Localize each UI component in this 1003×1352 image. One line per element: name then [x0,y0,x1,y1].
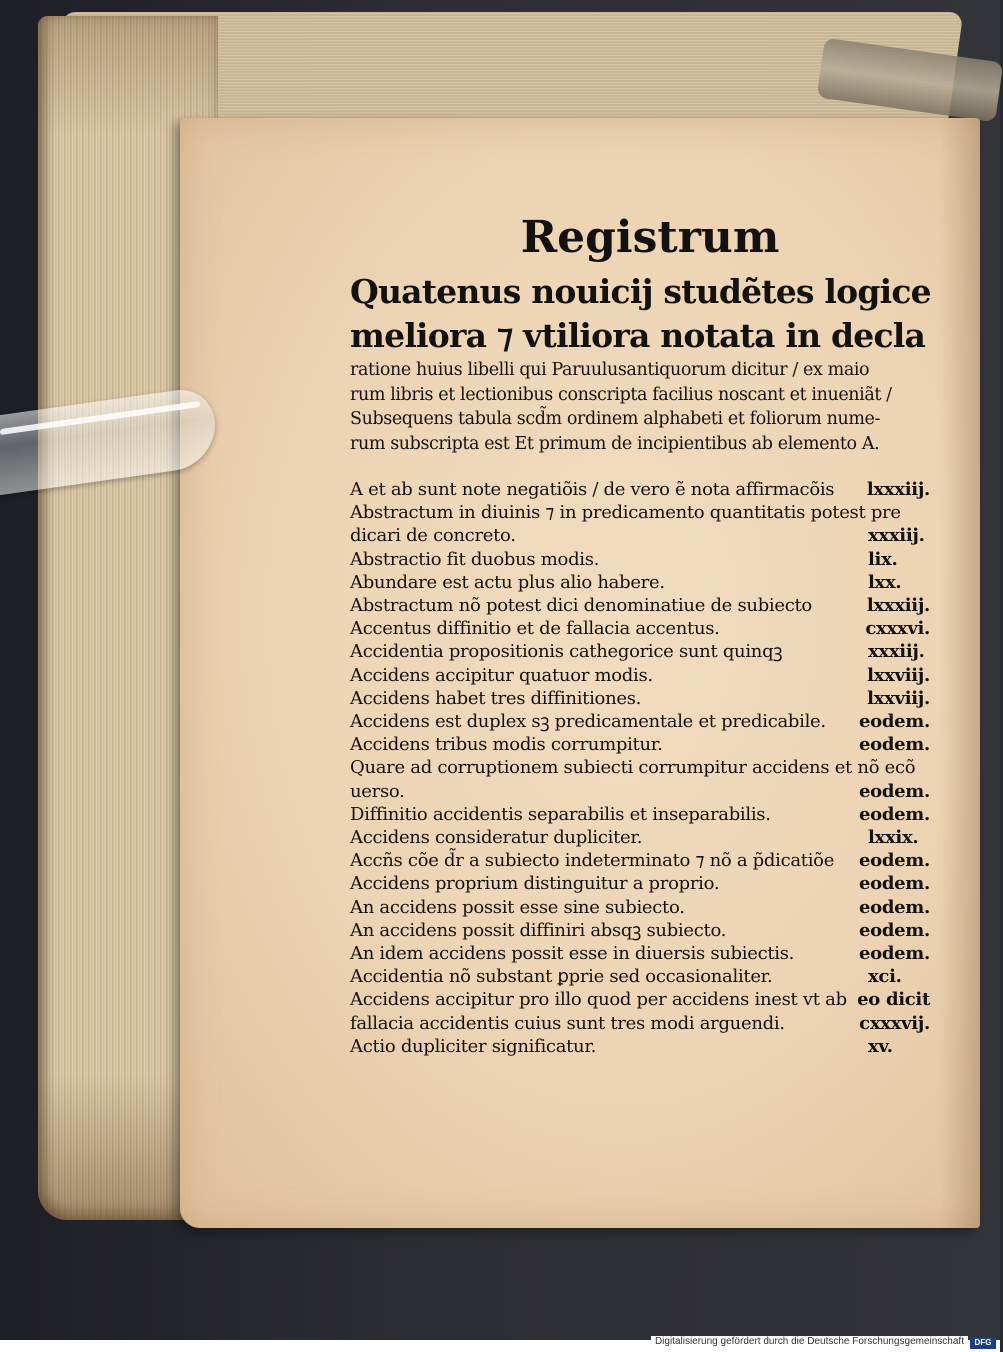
register-entry [350,617,930,640]
entry-folio: eodem. [858,780,930,802]
intro-line: Quatenus nouicij studẽtes logice [350,272,931,311]
entry-topic: A et ab sunt note negatiõis / de vero ẽ nota affirmacõis [350,479,835,500]
intro-line: rum libris et lectionibus conscripta facilius noscant et inueniãt / [350,384,892,405]
register-entry [350,826,930,849]
register-entry [350,803,930,826]
register-entry [350,756,930,779]
register-entry [350,965,930,988]
entry-folio: eodem. [858,873,930,895]
entry-topic: fallacia accidentis cuius sunt tres modi arguendi. [350,1012,785,1034]
entry-topic: An idem accidens possit esse in diuersis subiectis. [350,943,795,965]
register-entry [350,664,930,687]
entry-topic: Accidentia nõ substant ꝑprie sed occasionaliter. [350,966,773,988]
entry-folio: eodem. [858,734,930,756]
entry-folio: lxxviij. [867,664,930,686]
entry-topic: Accidens habet tres diffinitiones. [350,687,642,709]
entry-folio: lxxviij. [867,687,930,709]
register-entry [350,988,930,1011]
entry-folio: cxxxvi. [865,618,930,640]
dfg-logo: DFG [970,1337,996,1349]
register-entry [350,478,930,501]
register-entry [350,687,930,710]
entry-topic: Abstractum in diuinis ⁊ in predicamento quantitatis potest pre [350,502,901,524]
register-entry [350,872,930,895]
entry-folio: xxxiij. [868,525,925,547]
register-entry [350,501,930,524]
entry-folio: eodem. [858,943,930,965]
entry-folio: eo dicit [857,989,930,1011]
register-entry [350,780,930,803]
entry-folio: lxx. [868,571,902,593]
entry-folio: xci. [868,966,902,988]
entry-topic: Abstractio fit duobus modis. [350,548,600,570]
register-entry [350,640,930,663]
entry-folio: xxxiij. [868,641,925,663]
entry-folio: eodem. [858,711,930,733]
entry-folio: cxxxvij. [859,1012,930,1034]
entry-topic: Quare ad corruptionem subiecti corrumpitur accidens et nõ ecõ [350,757,916,779]
entry-folio: eodem. [858,803,930,825]
entry-folio: lix. [868,548,898,570]
entry-topic: An accidens possit esse sine subiecto. [350,896,685,918]
register-entry [350,733,930,756]
funding-credit: Digitalisierung gefördert durch die Deutsche Forschungsgemeinschaft [651,1336,968,1347]
register-entry [350,548,930,571]
entry-topic: Diffinitio accidentis separabilis et inseparabilis. [350,803,771,825]
entry-topic: Abstractum nõ potest dici denominatiue de subiecto [350,595,812,617]
entry-folio: xv. [868,1035,893,1057]
register-entry [350,1035,930,1058]
register-entry [350,896,930,919]
register-entries [350,478,930,1058]
page-heading: Registrum [520,212,780,263]
entry-folio: lxxxiij. [866,479,930,500]
entry-topic: Accentus diffinitio et de fallacia accentus. [350,618,720,640]
entry-topic: Accidens accipitur quatuor modis. [350,664,653,686]
entry-topic: Accidens accipitur pro illo quod per accidens inest vt ab [350,989,847,1011]
register-text [350,210,930,1058]
register-entry [350,919,930,942]
register-entry [350,594,930,617]
entry-topic: Accidens proprium distinguitur a proprio. [350,873,720,895]
register-entry [350,942,930,965]
intro-line: Subsequens tabula scd̃m ordinem alphabeti et foliorum nume- [350,409,880,429]
register-entry [350,849,930,872]
entry-folio: eodem. [858,896,930,918]
register-entry [350,524,930,547]
entry-topic: Accidens consideratur dupliciter. [350,827,643,849]
entry-topic: dicari de concreto. [350,525,516,547]
intro-line: rum subscripta est Et primum de incipientibus ab elemento A. [350,433,880,454]
entry-folio: eodem. [858,850,930,872]
intro-line: meliora ⁊ vtiliora notata in decla [350,316,926,355]
entry-topic: Abundare est actu plus alio habere. [350,571,665,593]
entry-topic: Accidentia propositionis cathegorice sunt quinqꝫ [350,641,783,663]
entry-topic: uerso. [350,780,405,802]
register-entry [350,710,930,733]
entry-topic: An accidens possit diffiniri absqꝫ subiecto. [350,919,727,941]
entry-folio: lxxxiij. [866,595,930,617]
intro-line: ratione huius libelli qui Paruulusantiquorum dicitur / ex maio [350,360,870,380]
intro-paragraph [350,270,930,456]
entry-topic: Accidens est duplex sꝫ predicamentale et predicabile. [350,711,826,733]
entry-folio: lxxix. [868,827,919,849]
entry-folio: eodem. [858,919,930,941]
entry-topic: Accidens tribus modis corrumpitur. [350,734,663,756]
entry-topic: Accñs cõe d̃r a subiecto indeterminato ⁊ nõ a p̃dicatiõe [350,850,835,872]
register-entry [350,571,930,594]
register-entry [350,1012,930,1035]
entry-topic: Actio dupliciter significatur. [350,1035,597,1057]
